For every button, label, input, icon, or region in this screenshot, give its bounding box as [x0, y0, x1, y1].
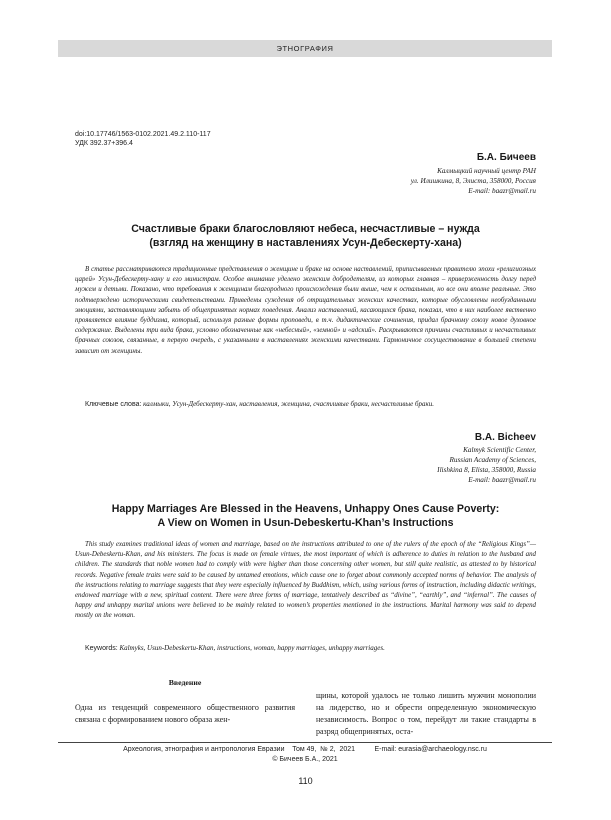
doi[interactable]: doi:10.17746/1563-0102.2021.49.2.110-117: [75, 131, 211, 138]
title-en-line-1: Happy Marriages Are Blessed in the Heavens, Unhappy Ones Cause Poverty:: [111, 503, 500, 515]
author-en-affiliation-1: Kalmyk Scientific Center,: [463, 446, 536, 454]
title-ru-line-1: Счастливые браки благословляют небеса, несчастливые – нужда: [131, 223, 480, 235]
copyright: © Бичеев Б.А., 2021: [272, 756, 338, 763]
author-en-name: B.A. Bicheev: [474, 432, 536, 443]
author-en: [437, 432, 536, 485]
title-ru-line-2: (взгляд на женщину в наставлениях Усун-Дебескерту-хана): [149, 237, 462, 249]
body-right-column: щины, которой удалось не только лишить мужчин монополии на лидерство, но и обрести определенную экономическую независимость. Вопрос о том, перейдут ли такие стандарты в разряд общепринятых, оста-: [316, 691, 536, 736]
journal-footer: Археология, этнография и антропология Евразии Том 49, № 2, 2021 E-mail: eurasia@archaeology.nsc.ru: [123, 746, 487, 753]
page-number: 110: [298, 776, 313, 786]
title-ru: [75, 222, 536, 250]
keywords-en: [85, 644, 536, 652]
author-ru-affiliation-1: Калмыцкий научный центр РАН: [437, 167, 536, 175]
author-ru: [411, 152, 536, 196]
author-en-affiliation-2: Russian Academy of Sciences,: [449, 456, 536, 464]
keywords-ru: [85, 400, 536, 408]
abstract-en: This study examines traditional ideas of women and marriage, based on the instructions attributed to one of the rulers of the epoch of the “Religious Kings”—Usun-Debeskertu-Khan, and his ministers. The focus is made on female virtues, the most important of which is adherence to duties in relation to the husband and children. The standards that noble women had to comply with were higher than those concerning other women, but still quite realistic, as attested to by historical records. Negative female traits were said to be caused by untamed emotions, which cause one to forget about commonly accepted norms of behavior. The analysis of the instructions relating to marriage suggests that they were especially influenced by Buddhism, which, using various forms of instruction, including didactic writings, endowed marriage with a new, spiritual content. There were three forms of marriage, tentatively described as “divine”, “earthly”, and “infernal”. The causes of happy and unhappy marital unions were believed to be mainly related to women’s properties mentioned in the instructions. Marital harmony was said to depend mostly on the woman.: [75, 541, 536, 620]
abstract-ru: В статье рассматриваются традиционные представления о женщине и браке на основе наставлений, приписываемых правителю эпохи «религиозных царей» Усун-Дебескерту-хану и его министрам. Особое внимание уделено женским добродетелям, из которых главная – приверженность долгу перед мужем и детьми. Показано, что требования к женщинам благородного происхождения были выше, чем к остальным, но все они вполне реальные. Это подтверждено историческими свидетельствами. Приведены суждения об отрицательных женских качествах, которые обусловлены необузданными эмоциями, заставляющими забыть об общепринятых нормах поведения. Анализ наставлений, касающихся брака, показал, что в них наиболее явственно проявляется влияние буддизма, который, используя разные формы проповеди, в т.ч. дидактические сочинения, придал брачному союзу новое духовное содержание. Выделены три вида брака, условно обозначенные как «небесный», «земной» и «адский». Раскрываются причины счастливых и несчастливых брачных союзов, связанные, в первую очередь, с указанными в наставлениях женскими качествами. Гармоничное сосуществование в большей степени зависит от женщины.: [75, 266, 536, 355]
body-left-column: Одна из тенденций современного общественного развития связана с формированием нового образа жен-: [75, 703, 295, 724]
title-en: [75, 502, 536, 530]
keywords-ru-value: калмыки, Усун-Дебескерту-хан, наставления, женщина, счастливые браки, несчастливые браки.: [143, 400, 434, 408]
section-title-introduction: Введение: [168, 678, 202, 687]
author-ru-affiliation-2: ул. Илишкина, 8, Элиста, 358000, Россия: [410, 177, 536, 185]
keywords-en-label: Keywords:: [85, 645, 118, 652]
author-ru-name: Б.А. Бичеев: [476, 152, 536, 163]
author-en-affiliation-3: Ilishkina 8, Elista, 358000, Russia: [437, 466, 536, 474]
author-ru-email[interactable]: E-mail: baazr@mail.ru: [468, 187, 536, 195]
footer-divider: [58, 742, 552, 743]
udk: УДК 392.37+396.4: [75, 140, 133, 147]
author-en-email[interactable]: E-mail: baazr@mail.ru: [468, 476, 536, 484]
section-header: ЭТНОГРАФИЯ: [58, 40, 552, 57]
keywords-en-value: Kalmyks, Usun-Debeskertu-Khan, instructions, woman, happy marriages, unhappy marriages.: [119, 644, 385, 652]
title-en-line-2: A View on Women in Usun-Debeskertu-Khan’s Instructions: [157, 517, 454, 529]
keywords-ru-label: Ключевые слова:: [85, 401, 142, 408]
